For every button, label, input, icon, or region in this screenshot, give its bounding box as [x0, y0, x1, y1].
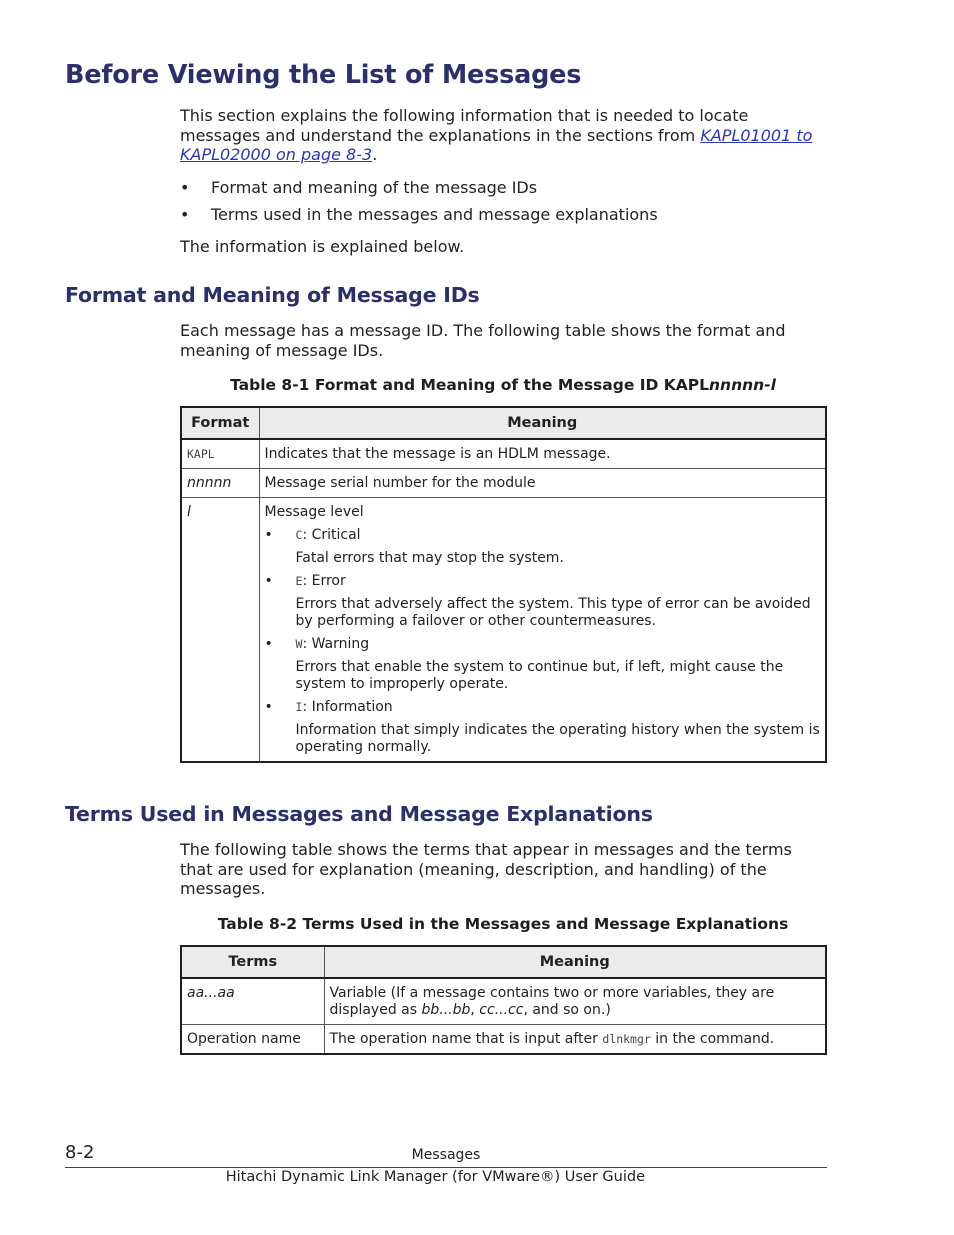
- section-heading-terms: Terms Used in Messages and Message Explanations: [65, 802, 653, 826]
- table1-caption: [180, 376, 826, 394]
- intro-end: .: [372, 145, 378, 164]
- meaning-cell: [259, 498, 826, 763]
- meaning-text: The operation name that is input after: [329, 1031, 603, 1047]
- level-item: • E: Error: [264, 573, 346, 589]
- table-row: [181, 978, 826, 1025]
- intro-text: This section explains the following information that is needed to locate messages and understand the explanations in the sections from: [180, 106, 749, 145]
- table-header-row: [181, 407, 826, 439]
- level-item: • C: Critical: [264, 527, 361, 543]
- footer-section: Messages: [411, 1147, 481, 1163]
- message-id-table: [180, 406, 827, 763]
- page-number: 8-2: [65, 1142, 95, 1163]
- term-cell: Operation name: [181, 1025, 324, 1055]
- section-heading-format: Format and Meaning of Message IDs: [65, 283, 480, 307]
- table1-caption-text: Table 8-1 Format and Meaning of the Message ID KAPL: [230, 376, 710, 394]
- meaning-text: Variable (If a message contains two or more variables, they are displayed as: [329, 985, 775, 1018]
- level-label: : Warning: [302, 636, 370, 652]
- meaning-text: in the command.: [650, 1031, 775, 1047]
- table-row: [181, 1025, 826, 1055]
- variable-example: cc...cc: [479, 1002, 524, 1018]
- level-label: : Information: [302, 699, 393, 715]
- level-item: • I: Information: [264, 699, 393, 715]
- meaning-cell: [324, 978, 826, 1025]
- meaning-cell: Indicates that the message is an HDLM message.: [259, 439, 826, 469]
- bullet-item: • Terms used in the messages and message explanations: [180, 205, 658, 224]
- meaning-text: , and so on.): [523, 1002, 611, 1018]
- intro-paragraph: [180, 106, 820, 165]
- level-label: : Error: [302, 573, 346, 589]
- level-code: C: [295, 528, 303, 542]
- term-cell: aa...aa: [181, 978, 324, 1025]
- meaning-cell: Message serial number for the module: [259, 469, 826, 498]
- level-code: E: [295, 574, 303, 588]
- level-intro: Message level: [264, 504, 364, 520]
- level-code: I: [295, 700, 303, 714]
- table-row: [181, 439, 826, 469]
- table-header-row: [181, 946, 826, 978]
- format-code: KAPL: [187, 447, 215, 461]
- footer-book-title: Hitachi Dynamic Link Manager (for VMware®) User Guide: [225, 1169, 645, 1185]
- footer-divider: [65, 1167, 827, 1168]
- table-row: [181, 469, 826, 498]
- level-item: • W: Warning: [264, 636, 370, 652]
- variable-example: bb...bb: [421, 1002, 471, 1018]
- terms-table: [180, 945, 827, 1055]
- table1-caption-var: nnnnn-l: [709, 376, 776, 394]
- bullet-item: • Format and meaning of the message IDs: [180, 178, 538, 197]
- column-header: Terms: [181, 946, 324, 978]
- page-title: Before Viewing the List of Messages: [65, 60, 582, 90]
- table2-caption: Table 8-2 Terms Used in the Messages and Message Explanations: [217, 915, 789, 933]
- xref-link[interactable]: KAPL01001 to KAPL02000 on page 8-3: [180, 125, 813, 164]
- level-label: : Critical: [302, 527, 361, 543]
- column-header: Format: [181, 407, 259, 439]
- level-description: Errors that enable the system to continue but, if left, might cause the system to improperly operate.: [295, 659, 784, 692]
- table-row: [181, 498, 826, 763]
- section1-paragraph: Each message has a message ID. The following table shows the format and meaning of message IDs.: [180, 321, 786, 360]
- level-description: Errors that adversely affect the system. This type of error can be avoided by performing a failover or other countermeasures.: [295, 596, 811, 629]
- level-description: Fatal errors that may stop the system.: [295, 550, 564, 566]
- meaning-cell: [324, 1025, 826, 1055]
- level-description: Information that simply indicates the operating history when the system is operating normally.: [295, 722, 820, 755]
- bullet-text: Format and meaning of the message IDs: [211, 178, 538, 197]
- format-cell: l: [181, 498, 259, 763]
- format-cell: nnnnn: [181, 469, 259, 498]
- column-header: Meaning: [324, 946, 826, 978]
- section2-paragraph: The following table shows the terms that appear in messages and the terms that are used for explanation (meaning, description, and handling) of the messages.: [180, 840, 792, 898]
- level-code: W: [295, 637, 303, 651]
- meaning-text: ,: [470, 1002, 480, 1018]
- bullet-text: Terms used in the messages and message explanations: [211, 205, 658, 224]
- format-cell: [181, 439, 259, 469]
- column-header: Meaning: [259, 407, 826, 439]
- explained-text: The information is explained below.: [180, 237, 465, 256]
- command-name: dlnkmgr: [602, 1032, 651, 1046]
